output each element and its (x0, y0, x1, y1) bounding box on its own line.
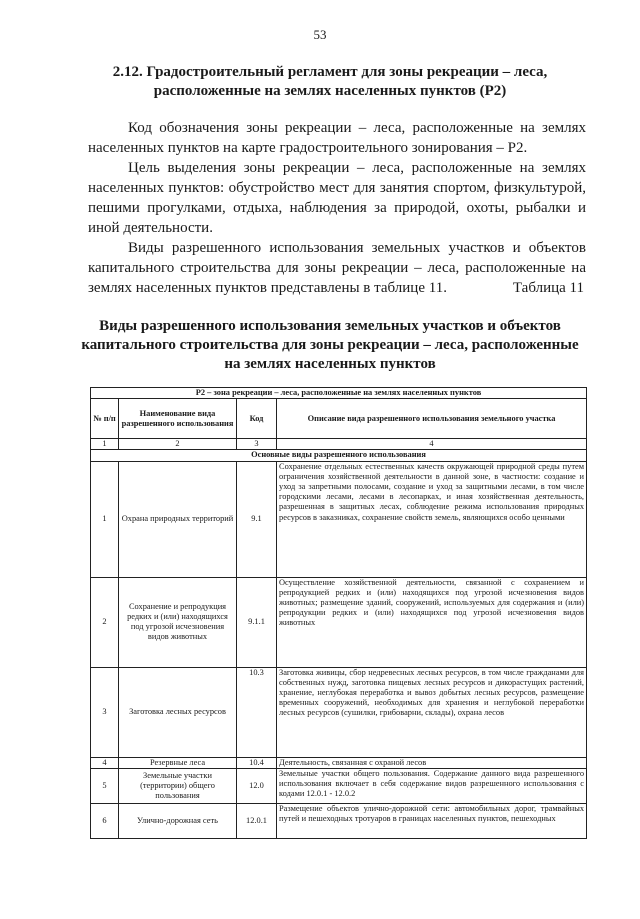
row-name: Сохранение и репродукция редких и (или) находящихся под угрозой исчезновения видов животных (119, 577, 237, 667)
table-caption: Таблица 11 (512, 280, 584, 296)
row-name: Земельные участки (территории) общего пользования (119, 768, 237, 803)
header-code: Код (237, 399, 277, 439)
row-number: 3 (91, 667, 119, 757)
table-row (91, 768, 587, 803)
row-description: Размещение объектов улично-дорожной сети: автомобильных дорог, трамвайных путей и пешеходных тротуаров в границах населенных пунктов, пешеходных (277, 803, 587, 838)
section-title: 2.12. Градостроительный регламент для зоны рекреации – леса, расположенные на землях населенных пунктов (Р2) (112, 64, 548, 99)
row-name: Заготовка лесных ресурсов (119, 667, 237, 757)
row-description: Сохранение отдельных естественных качеств окружающей природной среды путем ограничения хозяйственной деятельности в данной зоне, в частности: создание и уход за запретными полосами, создание и уход за защитными лесами, в том числе городскими лесами, лесами в лесопарках, и иная хозяйственная деятельность, разрешенная в защитных лесах, соблюдение режима использования природных ресурсов в заказниках, сохранение свойств земель, являющихся особо ценными (277, 461, 587, 577)
row-number: 1 (91, 461, 119, 577)
table-title: Виды разрешенного использования земельных участков и объектов капитального строительства для зоны рекреации – леса, расположенные на землях населенных пунктов (81, 318, 579, 372)
row-number: 2 (91, 577, 119, 667)
row-code: 12.0 (237, 768, 277, 803)
row-description: Деятельность, связанная с охраной лесов (277, 757, 587, 768)
paragraph-zone-purpose: Цель выделения зоны рекреации – леса, расположенные на землях населенных пунктов: обустройство мест для занятия спортом, физкультурой, пешими прогулками, отдыха, наблюдения за природой, охоты, рыбалки и иной деятельности. (88, 160, 586, 236)
table-row (91, 577, 587, 667)
row-number: 4 (91, 757, 119, 768)
zone-header: Р2 – зона рекреации – леса, расположенные на землях населенных пунктов (91, 388, 587, 399)
header-name: Наименование вида разрешенного использования (119, 399, 237, 439)
row-number: 6 (91, 803, 119, 838)
row-name: Резервные леса (119, 757, 237, 768)
column-number: 2 (119, 439, 237, 450)
table-row (91, 803, 587, 838)
row-name: Улично-дорожная сеть (119, 803, 237, 838)
paragraph-table-reference: Виды разрешенного использования земельных участков и объектов капитального строительства для зоны рекреации – леса, расположенные на землях населенных пунктов представлены в таблице 11. (88, 240, 586, 296)
regulation-table (90, 387, 587, 839)
row-number: 5 (91, 768, 119, 803)
table-row (91, 461, 587, 577)
row-code: 10.3 (237, 667, 277, 757)
row-name: Охрана природных территорий (119, 461, 237, 577)
page-number: 53 (313, 27, 327, 42)
row-description: Земельные участки общего пользования. Содержание данного вида разрешенного использования включает в себя содержание видов разрешенного использования с кодами 12.0.1 - 12.0.2 (277, 768, 587, 803)
row-code: 10.4 (237, 757, 277, 768)
row-code: 9.1 (237, 461, 277, 577)
column-number: 1 (91, 439, 119, 450)
row-description: Осуществление хозяйственной деятельности, связанной с сохранением и репродукцией редких и (или) находящихся под угрозой исчезновения видов животных; размещение зданий, сооружений, используемых для содержания и (или) репродукции редких и (или) находящихся под угрозой исчезновения видов животных (277, 577, 587, 667)
group-header: Основные виды разрешенного использования (91, 450, 587, 461)
table-row (91, 667, 587, 757)
body-paragraphs (88, 118, 586, 298)
row-code: 12.0.1 (237, 803, 277, 838)
header-description: Описание вида разрешенного использования земельного участка (277, 399, 587, 439)
column-number: 4 (277, 439, 587, 450)
row-code: 9.1.1 (237, 577, 277, 667)
paragraph-zone-code: Код обозначения зоны рекреации – леса, расположенные на землях населенных пунктов на карте градостроительного зонирования – Р2. (88, 120, 586, 156)
header-num: № п/п (91, 399, 119, 439)
column-number: 3 (237, 439, 277, 450)
table-row (91, 757, 587, 768)
row-description: Заготовка живицы, сбор недревесных лесных ресурсов, в том числе гражданами для собственных нужд, заготовка пищевых лесных ресурсов и дикорастущих растений, хранение, неглубокая переработка и вывоз добытых лесных ресурсов, размещение временных сооружений, необходимых для хранения и неглубокой переработки лесных ресурсов (сушилки, грибоварни, склады), охрана лесов (277, 667, 587, 757)
